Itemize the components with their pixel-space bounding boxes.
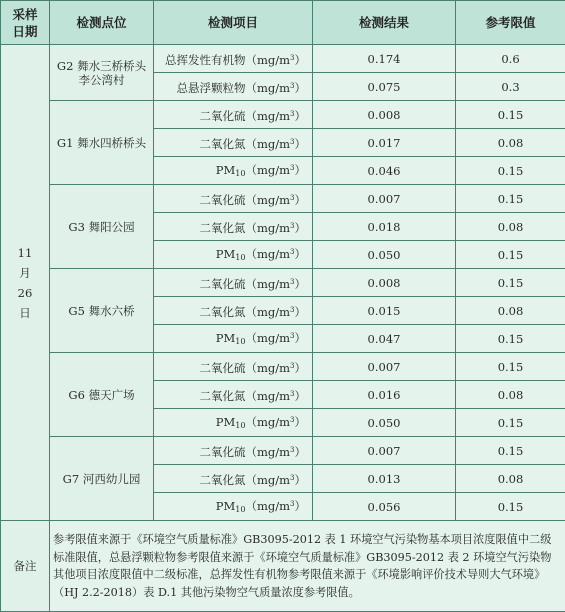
reference-limit-cell: 0.15 (456, 409, 565, 437)
item-unit: mg/m (257, 331, 290, 345)
test-item-cell: 二氧化硫$(mg/m^3)$ (154, 353, 313, 381)
item-name: 二氧化氮 (199, 389, 245, 403)
item-unit: mg/m (257, 193, 290, 207)
item-name: 二氧化氮 (199, 305, 245, 319)
item-name: PM (216, 331, 236, 345)
unit-superscript: 3 (290, 500, 294, 508)
reference-limit-cell: 0.15 (456, 325, 565, 353)
test-item-cell: 二氧化硫$(mg/m^3)$ (154, 269, 313, 297)
item-subscript: 10 (235, 253, 245, 262)
item-unit: mg/m (257, 247, 290, 261)
test-item-cell: 二氧化硫$(mg/m^3)$ (154, 101, 313, 129)
test-item-cell: $PM_{10}(mg/m^3)$ (154, 157, 313, 185)
item-unit: mg/m (257, 81, 290, 95)
header-monitoring-point: 检测点位 (50, 1, 154, 45)
note-label: 备注 (1, 521, 50, 612)
test-item-cell: 二氧化硫$(mg/m^3)$ (154, 185, 313, 213)
test-result-cell: 0.007 (313, 437, 456, 465)
test-item-cell: 总挥发性有机物$(mg/m^3)$ (154, 45, 313, 73)
reference-limit-cell: 0.08 (456, 381, 565, 409)
test-result-cell: 0.050 (313, 241, 456, 269)
test-result-cell: 0.050 (313, 409, 456, 437)
item-unit: mg/m (257, 109, 290, 123)
monitoring-point-cell: G7 河西幼儿园 (50, 437, 154, 521)
reference-limit-cell: 0.15 (456, 493, 565, 521)
item-subscript: 10 (235, 505, 245, 514)
item-subscript: 10 (235, 337, 245, 346)
reference-limit-cell: 0.15 (456, 185, 565, 213)
header-test-item: 检测项目 (154, 1, 313, 45)
item-unit: mg/m (257, 389, 290, 403)
item-name: 二氧化氮 (199, 137, 245, 151)
test-result-cell: 0.018 (313, 213, 456, 241)
test-result-cell: 0.008 (313, 101, 456, 129)
test-result-cell: 0.015 (313, 297, 456, 325)
reference-limit-cell: 0.15 (456, 437, 565, 465)
unit-superscript: 3 (290, 446, 294, 454)
unit-superscript: 3 (290, 278, 294, 286)
item-name: 二氧化硫 (199, 109, 245, 123)
reference-limit-cell: 0.15 (456, 353, 565, 381)
test-item-cell: 二氧化氮$(mg/m^3)$ (154, 381, 313, 409)
note-row (1, 521, 565, 612)
item-unit: mg/m (257, 473, 290, 487)
test-result-cell: 0.075 (313, 73, 456, 101)
reference-limit-cell: 0.15 (456, 157, 565, 185)
test-result-cell: 0.013 (313, 465, 456, 493)
header-sampling-date: 采样 日期 (1, 1, 50, 45)
test-result-cell: 0.047 (313, 325, 456, 353)
unit-superscript: 3 (290, 110, 294, 118)
item-name: 总悬浮颗粒物 (176, 81, 245, 95)
test-item-cell: $PM_{10}(mg/m^3)$ (154, 409, 313, 437)
table-row (1, 45, 565, 73)
reference-limit-cell: 0.08 (456, 465, 565, 493)
unit-superscript: 3 (290, 194, 294, 202)
reference-limit-cell: 0.08 (456, 129, 565, 157)
unit-superscript: 3 (290, 138, 294, 146)
item-unit: mg/m (257, 163, 290, 177)
item-name: 二氧化硫 (199, 361, 245, 375)
item-name: 二氧化硫 (199, 277, 245, 291)
item-unit: mg/m (257, 53, 290, 67)
item-name: 二氧化硫 (199, 193, 245, 207)
item-unit: mg/m (257, 221, 290, 235)
item-name: PM (216, 499, 236, 513)
item-name: 二氧化硫 (199, 445, 245, 459)
monitoring-point-cell: G1 舞水四桥桥头 (50, 101, 154, 185)
unit-superscript: 3 (290, 164, 294, 172)
item-unit: mg/m (257, 305, 290, 319)
table-row (1, 269, 565, 297)
reference-limit-cell: 0.15 (456, 101, 565, 129)
unit-superscript: 3 (290, 306, 294, 314)
item-subscript: 10 (235, 169, 245, 178)
table-row (1, 437, 565, 465)
monitoring-point-cell: G3 舞阳公园 (50, 185, 154, 269)
unit-superscript: 3 (290, 248, 294, 256)
item-unit: mg/m (257, 277, 290, 291)
reference-limit-cell: 0.3 (456, 73, 565, 101)
test-item-cell: 总悬浮颗粒物$(mg/m^3)$ (154, 73, 313, 101)
unit-superscript: 3 (290, 416, 294, 424)
sampling-date-cell: 11 月 26 日 (1, 45, 50, 521)
item-name: 二氧化氮 (199, 473, 245, 487)
test-result-cell: 0.007 (313, 353, 456, 381)
table-body (1, 45, 565, 612)
item-name: 二氧化氮 (199, 221, 245, 235)
monitoring-point-cell: G5 舞水六桥 (50, 269, 154, 353)
test-result-cell: 0.008 (313, 269, 456, 297)
test-item-cell: 二氧化氮$(mg/m^3)$ (154, 465, 313, 493)
monitoring-point-cell: G6 德天广场 (50, 353, 154, 437)
header-reference-limit: 参考限值 (456, 1, 565, 45)
unit-superscript: 3 (290, 390, 294, 398)
reference-limit-cell: 0.15 (456, 241, 565, 269)
note-text: 参考限值来源于《环境空气质量标准》GB3095-2012 表 1 环境空气污染物基本项目浓度限值中二级标准限值，总悬浮颗粒物参考限值来源于《环境空气质量标准》GB3095-2012 表 2 环境空气污染物其他项目浓度限值中二级标准，总挥发性有机物参考限值来源于《环境影响评价技术导则大气环境》（HJ 2.2-2018）表 D.1 其他污染物空气质量浓度参考限值。 (50, 521, 565, 612)
test-item-cell: 二氧化氮$(mg/m^3)$ (154, 297, 313, 325)
item-unit: mg/m (257, 445, 290, 459)
test-item-cell: $PM_{10}(mg/m^3)$ (154, 241, 313, 269)
table-row (1, 353, 565, 381)
test-result-cell: 0.007 (313, 185, 456, 213)
item-name: PM (216, 415, 236, 429)
unit-superscript: 3 (290, 54, 294, 62)
unit-superscript: 3 (290, 474, 294, 482)
table-row (1, 185, 565, 213)
item-unit: mg/m (257, 361, 290, 375)
test-item-cell: $PM_{10}(mg/m^3)$ (154, 493, 313, 521)
unit-superscript: 3 (290, 222, 294, 230)
test-item-cell: 二氧化硫$(mg/m^3)$ (154, 437, 313, 465)
item-subscript: 10 (235, 421, 245, 430)
reference-limit-cell: 0.08 (456, 213, 565, 241)
test-result-cell: 0.046 (313, 157, 456, 185)
item-unit: mg/m (257, 499, 290, 513)
item-name: PM (216, 247, 236, 261)
item-name: 总挥发性有机物 (165, 53, 246, 67)
test-item-cell: $PM_{10}(mg/m^3)$ (154, 325, 313, 353)
test-result-cell: 0.016 (313, 381, 456, 409)
reference-limit-cell: 0.15 (456, 269, 565, 297)
unit-superscript: 3 (290, 362, 294, 370)
reference-limit-cell: 0.6 (456, 45, 565, 73)
item-unit: mg/m (257, 137, 290, 151)
table-row (1, 101, 565, 129)
header-test-result: 检测结果 (313, 1, 456, 45)
monitoring-point-cell: G2 舞水三桥桥头李公湾村 (50, 45, 154, 101)
reference-limit-cell: 0.08 (456, 297, 565, 325)
test-result-cell: 0.056 (313, 493, 456, 521)
test-result-cell: 0.017 (313, 129, 456, 157)
test-item-cell: 二氧化氮$(mg/m^3)$ (154, 129, 313, 157)
item-unit: mg/m (257, 415, 290, 429)
header-row (1, 1, 565, 45)
test-item-cell: 二氧化氮$(mg/m^3)$ (154, 213, 313, 241)
unit-superscript: 3 (290, 82, 294, 90)
test-result-cell: 0.174 (313, 45, 456, 73)
item-name: PM (216, 163, 236, 177)
unit-superscript: 3 (290, 332, 294, 340)
